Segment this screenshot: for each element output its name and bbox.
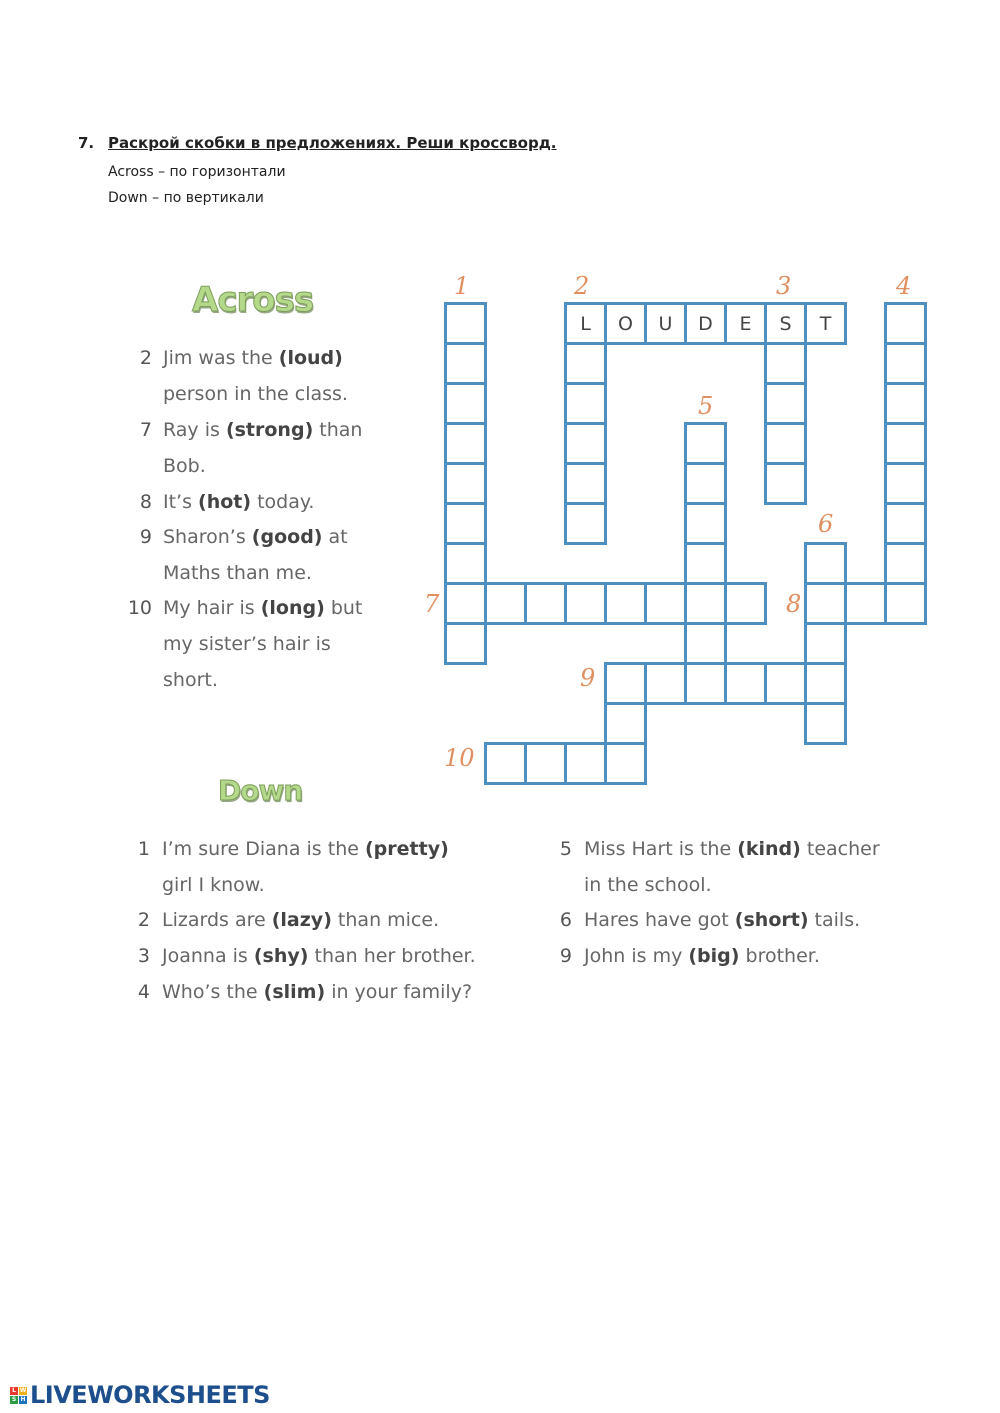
- crossword-cell[interactable]: [604, 742, 647, 785]
- crossword-cell[interactable]: [564, 382, 607, 425]
- grid-number-5: 5: [698, 392, 714, 420]
- down-heading: Down: [218, 774, 303, 807]
- crossword-cell[interactable]: [684, 582, 727, 625]
- crossword-cell[interactable]: [684, 502, 727, 545]
- crossword-cell[interactable]: [764, 382, 807, 425]
- crossword-cell[interactable]: [444, 502, 487, 545]
- crossword-cell[interactable]: [684, 302, 727, 345]
- down-hint: Down – по вертикали: [108, 190, 264, 206]
- crossword-cell[interactable]: [764, 342, 807, 385]
- crossword-cell[interactable]: [604, 582, 647, 625]
- crossword-cell[interactable]: [684, 622, 727, 665]
- crossword-cell[interactable]: [884, 422, 927, 465]
- across-heading: Across: [192, 280, 314, 320]
- crossword-cell[interactable]: [444, 302, 487, 345]
- crossword-letter: L: [580, 312, 591, 335]
- crossword-cell[interactable]: [604, 662, 647, 705]
- crossword-cell[interactable]: [644, 662, 687, 705]
- crossword-cell[interactable]: [764, 302, 807, 345]
- crossword-letter: S: [779, 312, 792, 335]
- crossword-cell[interactable]: [564, 502, 607, 545]
- crossword-cell[interactable]: [804, 582, 847, 625]
- logo-text: LIVEWORKSHEETS: [30, 1381, 270, 1409]
- grid-number-2: 2: [574, 272, 590, 300]
- crossword-cell[interactable]: [724, 582, 767, 625]
- crossword-cell[interactable]: [444, 382, 487, 425]
- grid-number-3: 3: [776, 272, 792, 300]
- crossword-cell[interactable]: [524, 582, 567, 625]
- crossword-cell[interactable]: [484, 742, 527, 785]
- crossword-cell[interactable]: [564, 742, 607, 785]
- crossword-cell[interactable]: [764, 662, 807, 705]
- grid-number-9: 9: [580, 664, 596, 692]
- crossword-cell[interactable]: [444, 342, 487, 385]
- logo-icon: L W S H: [11, 1386, 27, 1403]
- crossword-cell[interactable]: [564, 302, 607, 345]
- crossword-cell[interactable]: [804, 622, 847, 665]
- crossword-cell[interactable]: [804, 302, 847, 345]
- crossword-cell[interactable]: [684, 662, 727, 705]
- crossword-cell[interactable]: [884, 462, 927, 505]
- crossword-cell[interactable]: [884, 342, 927, 385]
- grid-number-8: 8: [786, 590, 802, 618]
- crossword-cell[interactable]: [844, 582, 887, 625]
- grid-number-7: 7: [424, 590, 440, 618]
- crossword-letter: E: [739, 312, 752, 335]
- grid-number-4: 4: [896, 272, 912, 300]
- crossword-cell[interactable]: [884, 582, 927, 625]
- crossword-letter: T: [819, 312, 832, 335]
- crossword-cell[interactable]: [884, 302, 927, 345]
- crossword-cell[interactable]: [884, 502, 927, 545]
- crossword-letter: U: [658, 312, 673, 335]
- crossword-cell[interactable]: [724, 662, 767, 705]
- crossword-cell[interactable]: [564, 342, 607, 385]
- crossword-cell[interactable]: [884, 382, 927, 425]
- crossword-cell[interactable]: [684, 422, 727, 465]
- crossword-cell[interactable]: [564, 582, 607, 625]
- crossword-cell[interactable]: [644, 582, 687, 625]
- grid-number-6: 6: [818, 510, 834, 538]
- liveworksheets-logo[interactable]: [10, 1380, 270, 1410]
- crossword-cell[interactable]: [644, 302, 687, 345]
- crossword-cell[interactable]: [724, 302, 767, 345]
- crossword-cell[interactable]: [444, 422, 487, 465]
- crossword-cell[interactable]: [684, 542, 727, 585]
- crossword-cell[interactable]: [444, 622, 487, 665]
- crossword-cell[interactable]: [884, 542, 927, 585]
- across-hint: Across – по горизонтали: [108, 164, 286, 180]
- crossword-cell[interactable]: [444, 462, 487, 505]
- crossword-cell[interactable]: [684, 462, 727, 505]
- crossword-cell[interactable]: [524, 742, 567, 785]
- task-number: 7.: [78, 134, 95, 152]
- crossword-cell[interactable]: [604, 702, 647, 745]
- task-title: Раскрой скобки в предложениях. Реши кроссворд.: [108, 134, 557, 152]
- crossword-letter: D: [698, 312, 713, 335]
- crossword-cell[interactable]: [604, 302, 647, 345]
- crossword-cell[interactable]: [764, 422, 807, 465]
- crossword-cell[interactable]: [444, 542, 487, 585]
- crossword-cell[interactable]: [764, 462, 807, 505]
- crossword-cell[interactable]: [484, 582, 527, 625]
- crossword-cell[interactable]: [444, 582, 487, 625]
- crossword-cell[interactable]: [804, 662, 847, 705]
- grid-number-10: 10: [444, 744, 475, 772]
- grid-number-1: 1: [454, 272, 470, 300]
- crossword-cell[interactable]: [804, 542, 847, 585]
- crossword-cell[interactable]: [564, 422, 607, 465]
- crossword-cell[interactable]: [804, 702, 847, 745]
- crossword-cell[interactable]: [564, 462, 607, 505]
- crossword-letter: O: [618, 312, 633, 335]
